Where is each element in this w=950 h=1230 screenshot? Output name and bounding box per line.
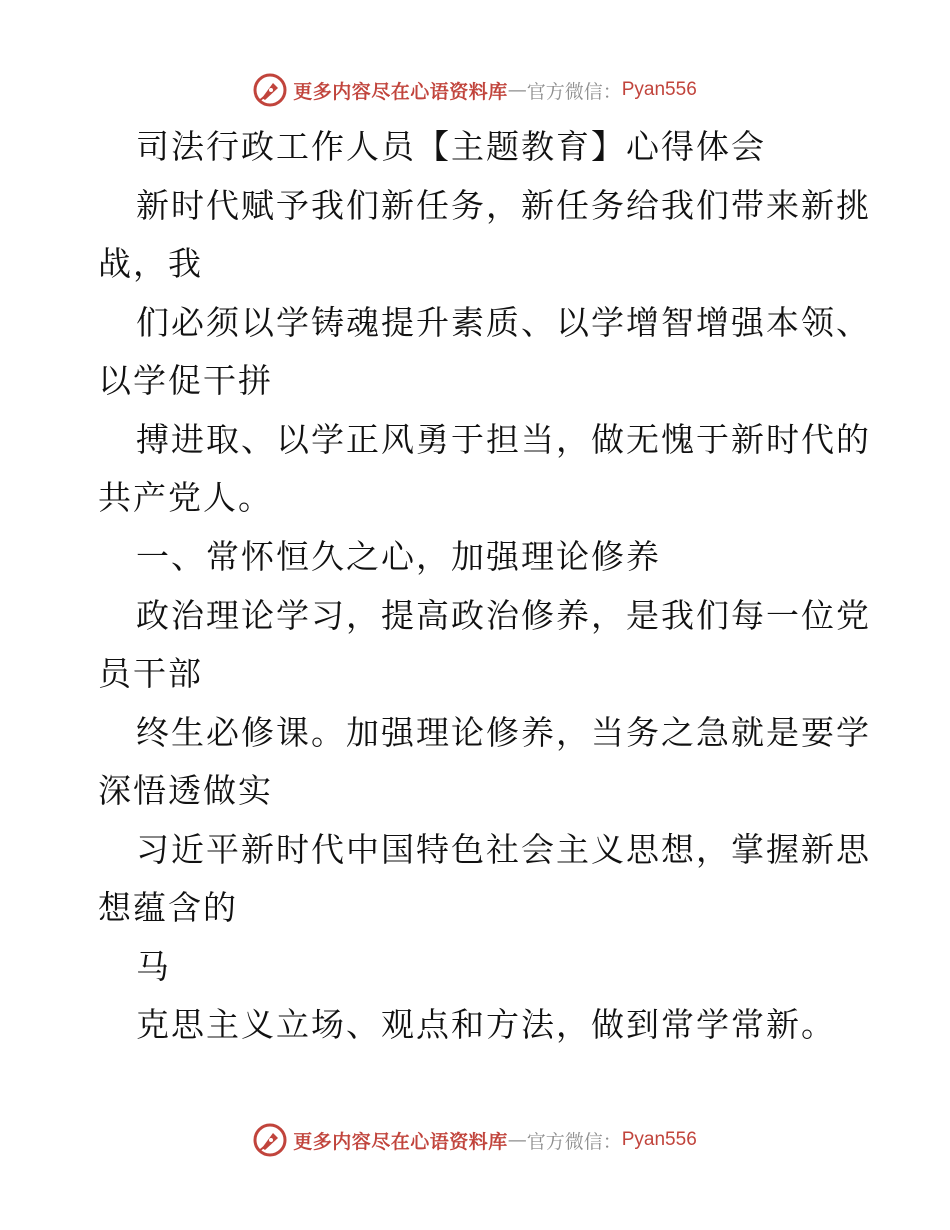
pen-nib-logo-icon — [253, 1123, 287, 1157]
body-line: 想蕴含的 — [98, 888, 238, 927]
footer-banner — [0, 1120, 950, 1160]
body-line: 政治理论学习，提高政治修养，是我们每一位党 — [136, 596, 871, 635]
body-line: 马 — [136, 947, 171, 986]
separator: — — [507, 79, 527, 101]
body-line: 搏进取、以学正风勇于担当，做无愧于新时代的 — [136, 420, 871, 459]
body-line: 们必须以学铸魂提升素质、以学增智增强本领、 — [136, 303, 871, 342]
body-line: 终生必修课。加强理论修养，当务之急就是要学 — [136, 713, 871, 752]
body-line: 克思主义立场、观点和方法，做到常学常新。 — [136, 1005, 836, 1044]
wechat-label: 官方微信： — [526, 1130, 622, 1153]
separator: — — [507, 1129, 527, 1151]
brand-text: 更多内容尽在心语资料库 — [293, 80, 508, 103]
body-line: 共产党人。 — [98, 478, 273, 517]
wechat-label: 官方微信： — [526, 80, 622, 103]
body-line: 习近平新时代中国特色社会主义思想，掌握新思 — [136, 830, 871, 869]
body-line: 战，我 — [98, 244, 203, 283]
brand-text: 更多内容尽在心语资料库 — [293, 1130, 508, 1153]
section-heading: 一、常怀恒久之心，加强理论修养 — [136, 537, 661, 576]
body-line: 以学促干拼 — [98, 361, 273, 400]
header-banner — [0, 70, 950, 110]
body-line: 深悟透做实 — [98, 771, 273, 810]
wechat-id: Pyan556 — [621, 1129, 697, 1150]
document-title: 司法行政工作人员【主题教育】心得体会 — [136, 127, 766, 166]
pen-nib-logo-icon — [253, 73, 287, 107]
body-line: 员干部 — [98, 654, 203, 693]
body-line: 新时代赋予我们新任务，新任务给我们带来新挑 — [136, 186, 871, 225]
wechat-id: Pyan556 — [621, 79, 697, 100]
